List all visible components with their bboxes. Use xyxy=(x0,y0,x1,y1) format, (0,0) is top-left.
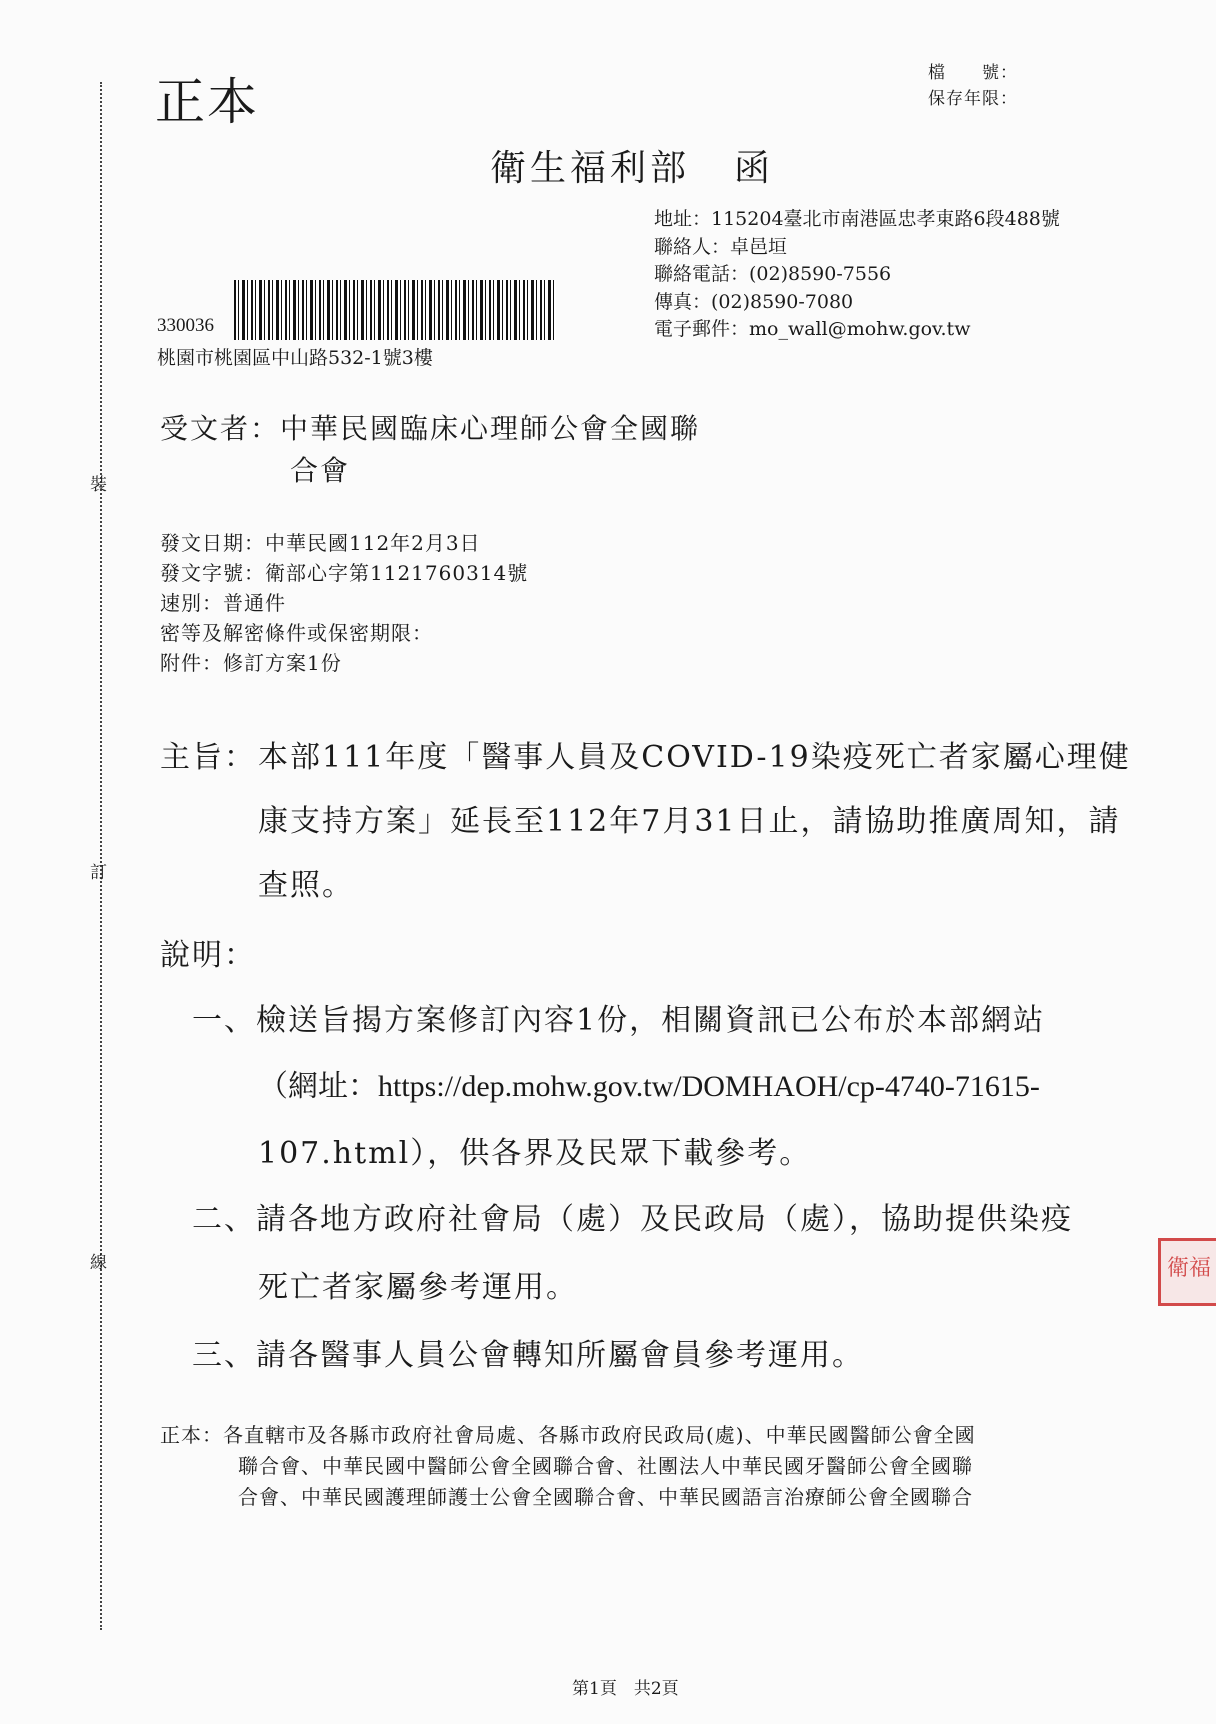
file-number-label: 檔 號： xyxy=(928,63,1018,83)
issue-date: 發文日期：中華民國112年2月3日 xyxy=(160,531,481,555)
sender-email: 電子郵件：mo_wall@mohw.gov.tw xyxy=(654,318,971,340)
delivery-speed: 速別：普通件 xyxy=(160,591,286,615)
distribution-list xyxy=(160,1420,976,1513)
explanation-item1-line3: 107.html），供各界及民眾下載參考。 xyxy=(258,1136,812,1171)
retention-label: 保存年限： xyxy=(928,89,1018,109)
sender-phone: 聯絡電話：(02)8590-7556 xyxy=(654,263,892,285)
barcode xyxy=(234,280,556,340)
recipient-label: 受文者： xyxy=(160,412,281,445)
sender-info xyxy=(654,206,1060,344)
recipient-name-line2: 合會 xyxy=(290,454,351,487)
subject-label: 主旨： xyxy=(160,740,256,775)
sender-fax: 傳真：(02)8590-7080 xyxy=(654,290,854,313)
explanation-item3-line1: 三、請各醫事人員公會轉知所屬會員參考運用。 xyxy=(192,1338,864,1373)
binding-mark-xian: 線 xyxy=(90,1253,107,1273)
recipient-address: 桃園市桃園區中山路532-1號3樓 xyxy=(157,347,433,369)
document-type: 函 xyxy=(734,148,775,189)
document-number: 發文字號：衛部心字第1121760314號 xyxy=(160,561,529,585)
explanation-item2-line2: 死亡者家屬參考運用。 xyxy=(258,1270,578,1305)
file-meta xyxy=(928,60,1018,112)
subject-line2: 康支持方案」延長至112年7月31日止，請協助推廣周知，請 xyxy=(258,804,1121,839)
secrecy-level: 密等及解密條件或保密期限： xyxy=(160,621,433,645)
page-number: 第1頁 共2頁 xyxy=(572,1679,679,1699)
attachment-info: 附件：修訂方案1份 xyxy=(160,651,342,675)
sender-address: 地址：115204臺北市南港區忠孝東路6段488號 xyxy=(654,208,1060,230)
sender-contact: 聯絡人：卓邑垣 xyxy=(654,235,788,258)
document-meta xyxy=(160,528,528,678)
subject-line1: 本部111年度「醫事人員及COVID-19染疫死亡者家屬心理健 xyxy=(258,740,1131,775)
copy-mark: 正本 xyxy=(155,73,259,131)
distribution-label: 正本： xyxy=(160,1423,223,1447)
distribution-line3: 合會、中華民國護理師護士公會全國聯合會、中華民國語言治療師公會全國聯合 xyxy=(238,1485,973,1509)
binding-mark-zhuang: 裝 xyxy=(90,475,107,495)
postal-code: 330036 xyxy=(157,315,214,336)
distribution-line2: 聯合會、中華民國中醫師公會全國聯合會、社團法人中華民國牙醫師公會全國聯 xyxy=(238,1454,973,1478)
subject-line3: 查照。 xyxy=(258,868,354,903)
explanation-label: 說明： xyxy=(160,938,256,973)
recipient xyxy=(160,408,700,492)
explanation-item1-line2: （網址：https://dep.mohw.gov.tw/DOMHAOH/cp-4740-71615- xyxy=(258,1070,1040,1103)
agency-name: 衛生福利部 xyxy=(490,148,691,189)
explanation-item1-line1: 一、檢送旨揭方案修訂內容1份，相關資訊已公布於本部網站 xyxy=(192,1003,1046,1038)
binding-line xyxy=(100,82,102,1630)
explanation-item2-line1: 二、請各地方政府社會局（處）及民政局（處），協助提供染疫 xyxy=(192,1202,1073,1237)
document-title xyxy=(490,140,774,191)
distribution-line1: 各直轄市及各縣市政府社會局處、各縣市政府民政局(處)、中華民國醫師公會全國 xyxy=(223,1423,976,1447)
binding-mark-ding: 訂 xyxy=(90,863,107,883)
official-seal: 衛福 xyxy=(1158,1238,1216,1306)
recipient-name-line1: 中華民國臨床心理師公會全國聯 xyxy=(280,412,701,445)
